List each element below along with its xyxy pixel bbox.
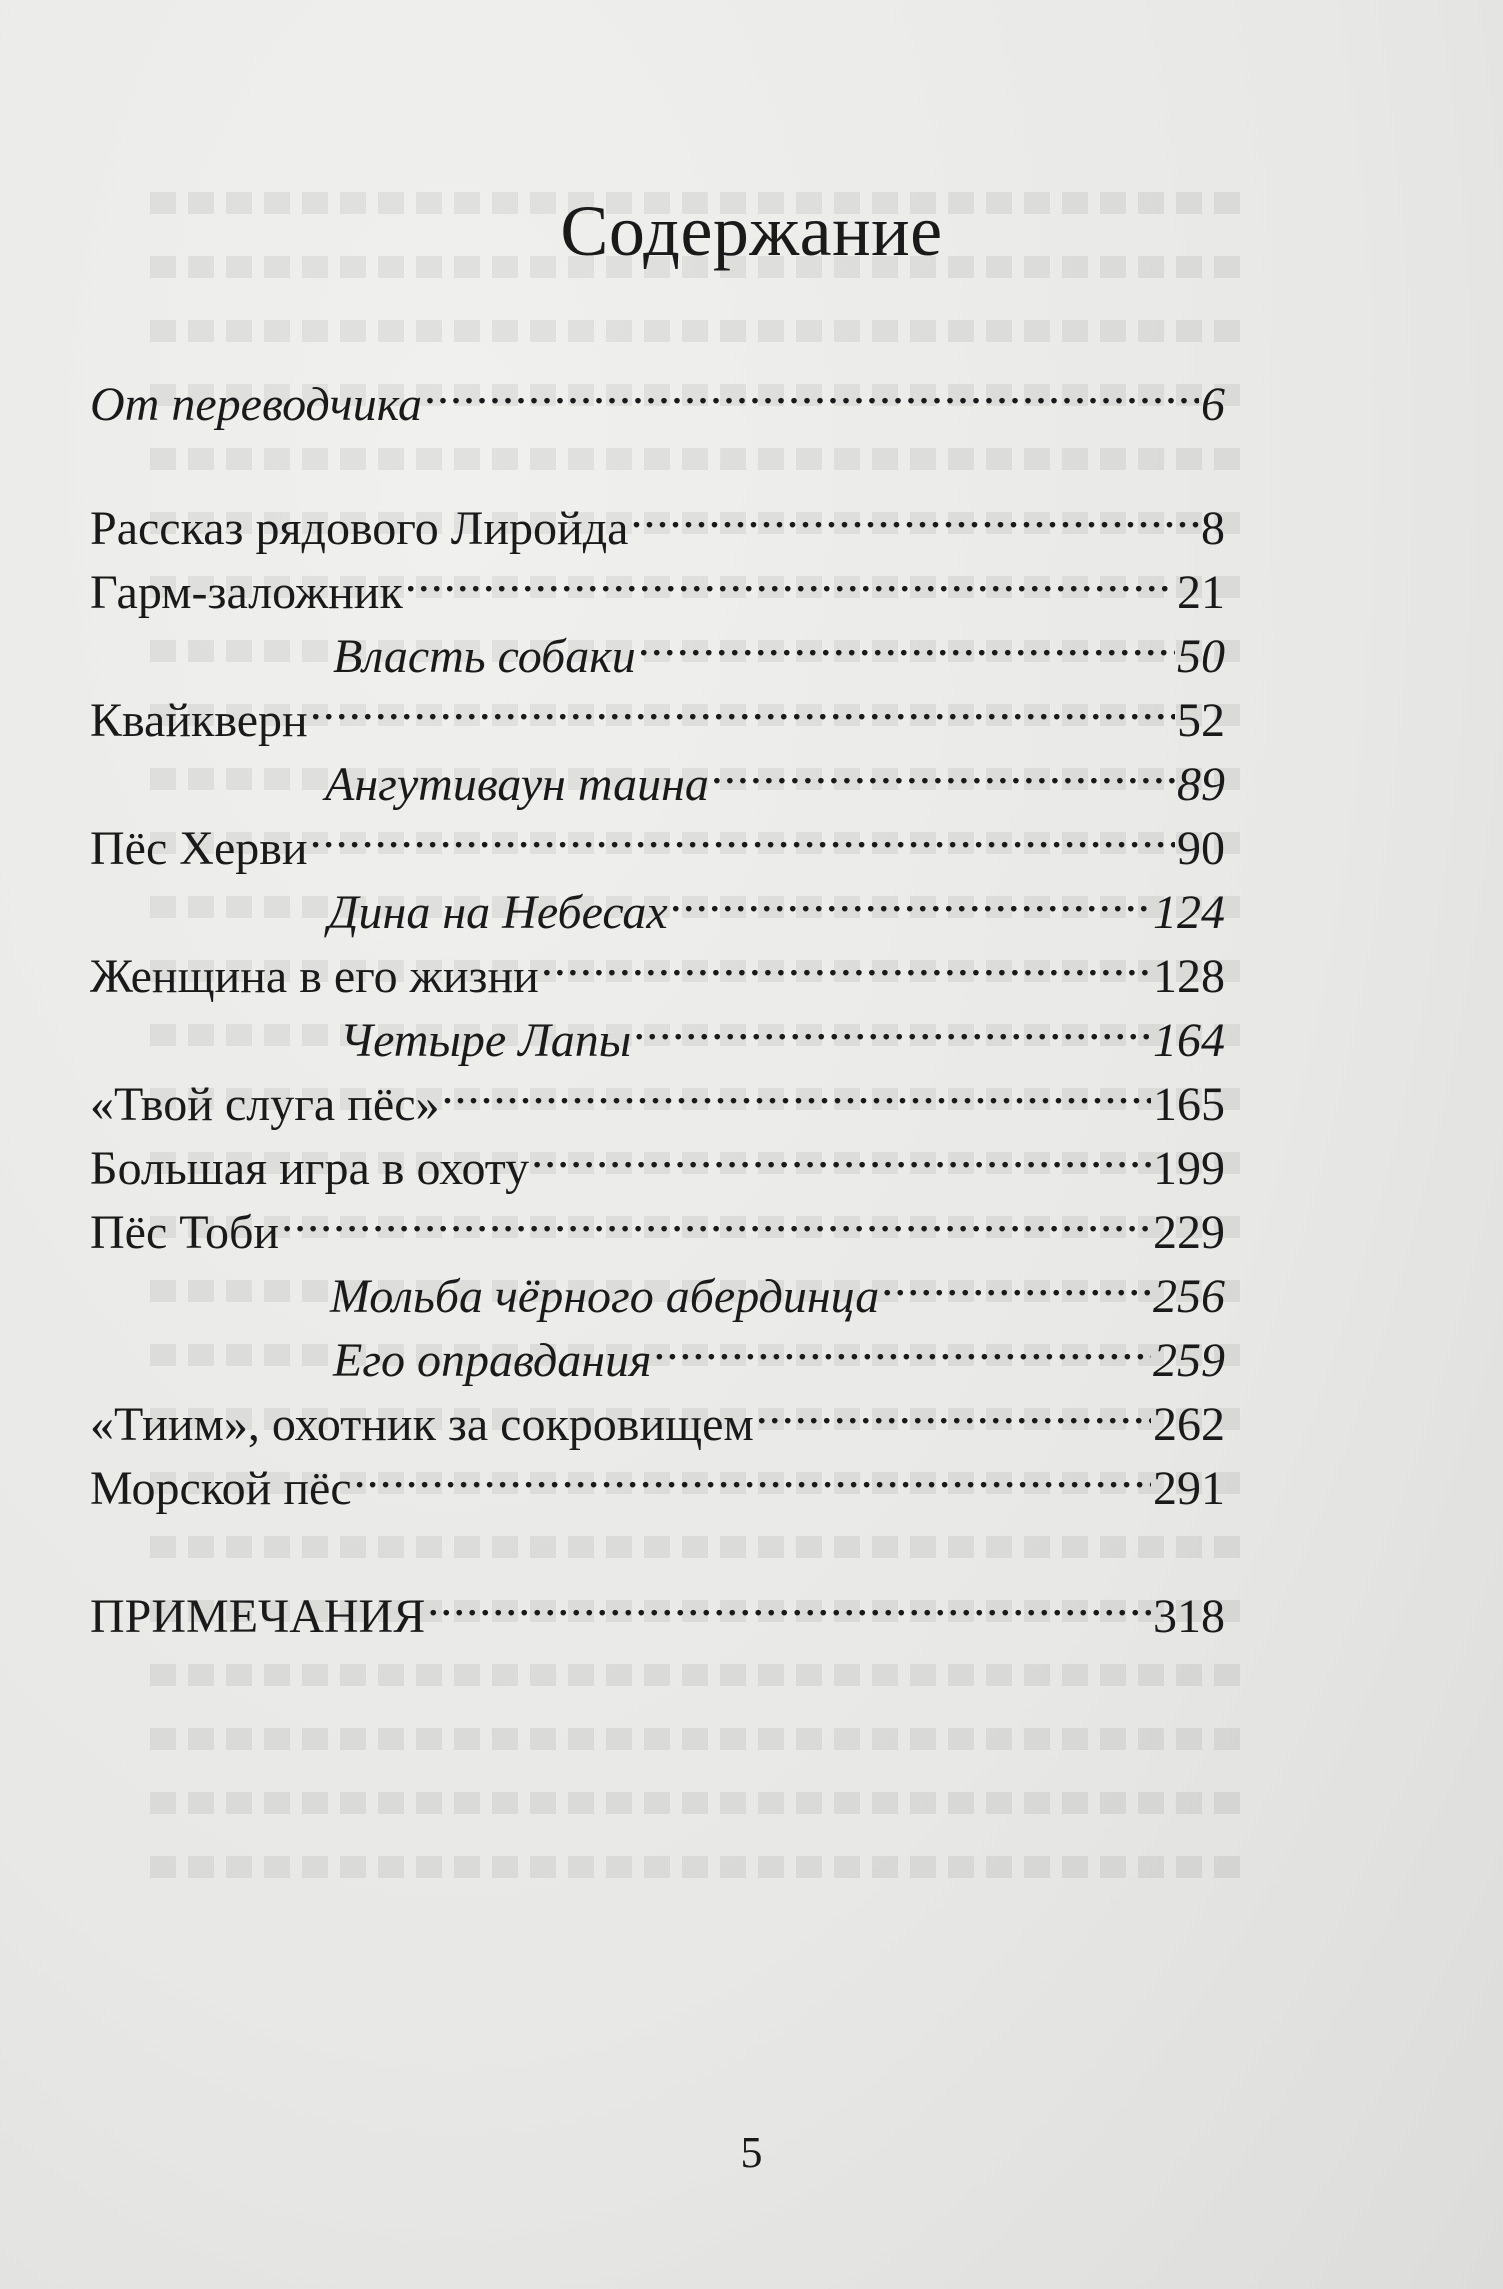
toc-entry-page: 6 xyxy=(1201,378,1225,431)
toc-entry xyxy=(90,480,1225,555)
toc-entry-page: 50 xyxy=(1177,630,1225,683)
toc-leader-dots xyxy=(405,544,1175,608)
toc-entry-title: Морской пёс xyxy=(90,1462,352,1515)
toc-entry xyxy=(90,356,1225,431)
toc-entry-title: Квайкверн xyxy=(90,694,308,747)
toc-entry-page: 164 xyxy=(1153,1014,1225,1067)
toc-entry-page: 229 xyxy=(1153,1206,1225,1259)
toc-entry-title: Пёс Тоби xyxy=(90,1206,280,1259)
toc-entry-page: 262 xyxy=(1153,1398,1225,1451)
toc-leader-dots xyxy=(310,672,1175,736)
toc-leader-dots xyxy=(633,992,1151,1056)
toc-entry xyxy=(90,1056,1225,1131)
toc-entry-title: Женщина в его жизни xyxy=(90,950,539,1003)
toc-leader-dots xyxy=(881,1248,1151,1312)
toc-leader-dots xyxy=(281,1184,1151,1248)
toc-leader-dots xyxy=(630,480,1199,544)
toc-entry-title: Власть собаки xyxy=(333,630,636,683)
toc-entry-page: 318 xyxy=(1153,1590,1225,1643)
toc-entry xyxy=(90,928,1225,1003)
toc-entry-title: Мольба чёрного абердинца xyxy=(330,1270,880,1323)
toc-entry-title: «Тиим», охотник за сокровищем xyxy=(90,1398,754,1451)
toc-leader-dots xyxy=(354,1440,1151,1504)
toc-entry-page: 89 xyxy=(1177,758,1225,811)
toc-entry-title: Пёс Херви xyxy=(90,822,308,875)
toc-leader-dots xyxy=(541,928,1151,992)
toc-entry-page: 291 xyxy=(1153,1462,1225,1515)
toc-leader-dots xyxy=(427,1568,1151,1632)
table-of-contents xyxy=(90,356,1225,1643)
toc-entry-page: 199 xyxy=(1153,1142,1225,1195)
toc-entry-notes xyxy=(90,1568,1225,1643)
toc-entry-title: ПРИМЕЧАНИЯ xyxy=(90,1590,426,1643)
toc-entry xyxy=(90,1376,1225,1451)
toc-leader-dots xyxy=(653,1312,1151,1376)
toc-leader-dots xyxy=(531,1120,1151,1184)
toc-entry-title: Большая игра в охоту xyxy=(90,1142,530,1195)
toc-leader-dots xyxy=(310,800,1175,864)
toc-entry-title: Дина на Небесах xyxy=(328,886,668,939)
toc-entry-page: 52 xyxy=(1177,694,1225,747)
toc-entry-title: Рассказ рядового Лиройда xyxy=(90,502,629,555)
toc-entry-title: Четыре Лапы xyxy=(340,1014,632,1067)
toc-entry-title: Его оправдания xyxy=(333,1334,652,1387)
toc-entry-page: 259 xyxy=(1153,1334,1225,1387)
toc-leader-dots xyxy=(756,1376,1151,1440)
toc-leader-dots xyxy=(711,736,1175,800)
toc-entry-title: Гарм-заложник xyxy=(90,566,403,619)
page-title: Содержание xyxy=(560,191,943,271)
toc-entry xyxy=(90,800,1225,875)
toc-entry-page: 128 xyxy=(1153,950,1225,1003)
toc-entry-page: 8 xyxy=(1201,502,1225,555)
toc-leader-dots xyxy=(638,608,1175,672)
toc-entry-page: 21 xyxy=(1177,566,1225,619)
toc-leader-dots xyxy=(424,356,1199,420)
toc-entry-title: «Твой слуга пёс» xyxy=(90,1078,440,1131)
toc-entry-poem xyxy=(90,1312,1225,1387)
toc-leader-dots xyxy=(670,864,1151,928)
toc-entry-page: 90 xyxy=(1177,822,1225,875)
page-number: 5 xyxy=(740,2128,763,2177)
toc-entry-page: 124 xyxy=(1153,886,1225,939)
toc-entry-page: 256 xyxy=(1153,1270,1225,1323)
toc-leader-dots xyxy=(442,1056,1152,1120)
toc-entry-title: От переводчика xyxy=(90,378,422,431)
toc-entry xyxy=(90,672,1225,747)
toc-entry-title: Ангутиваун таина xyxy=(325,758,709,811)
toc-entry-page: 165 xyxy=(1153,1078,1225,1131)
